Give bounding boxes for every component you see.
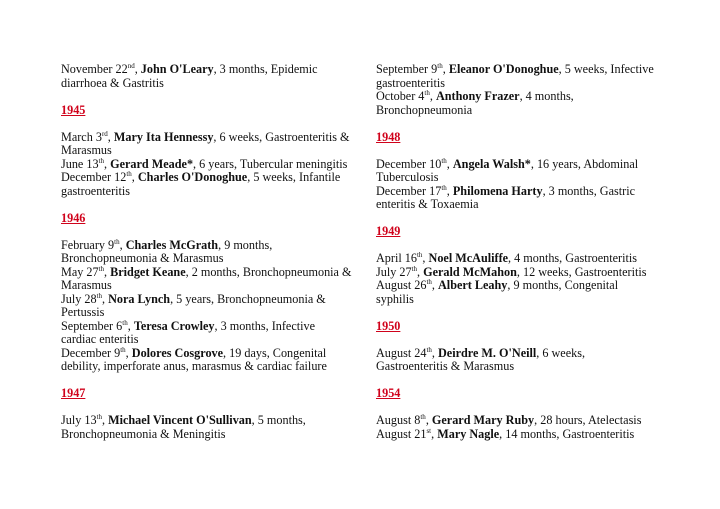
burial-entry: March 3rd, Mary Ita Hennessy, 6 weeks, Gastroenteritis & Marasmus [61, 129, 350, 157]
date-ordinal-suffix: th [126, 169, 132, 178]
year-heading: 1954 [376, 386, 401, 400]
entry-name: Anthony Frazer [435, 89, 520, 103]
burial-entry: June 13th, Gerard Meade*, 6 years, Tubercular meningitis [61, 156, 348, 171]
burial-entry: September 6th, Teresa Crowley, 3 months, Infective cardiac enteritis [61, 318, 316, 346]
entry-details: , 4 months, Gastroenteritis [508, 251, 638, 265]
burial-entry: December 12th, Charles O'Donoghue, 5 weeks, Infantile gastroenteritis [61, 169, 341, 198]
entry-name: Mary Ita Hennessy [113, 129, 214, 144]
year-heading: 1948 [376, 129, 401, 144]
entry-name: Nora Lynch [108, 291, 171, 306]
burial-entry: August 21st, Mary Nagle, 14 months, Gastroenteritis [376, 426, 635, 441]
entry-name: Teresa Crowley [133, 318, 215, 333]
entry-name: Noel McAuliffe [428, 251, 509, 265]
entry-name: Gerald McMahon [423, 264, 517, 279]
left-column [61, 63, 353, 441]
entry-details: , 28 hours, Atelectasis [534, 413, 642, 427]
burial-entry: February 9th, Charles McGrath, 9 months, Bronchopneumonia & Marasmus [61, 237, 273, 265]
date-ordinal-suffix: th [114, 237, 120, 246]
entry-name: Dolores Cosgrove [131, 345, 224, 360]
entry-details: , 2 months, Bronchopneumonia & Marasmus [61, 264, 352, 292]
entry-name: Mary Nagle [437, 426, 500, 441]
entry-date: August 8 [376, 413, 421, 427]
entry-name: Deirdre M. O'Neill [438, 345, 537, 360]
entry-name: Albert Leahy [438, 278, 508, 292]
entry-details: , 12 weeks, Gastroenteritis [516, 264, 647, 279]
date-ordinal-suffix: th [96, 291, 103, 300]
entry-details: , 5 years, Bronchopneumonia & Pertussis [61, 291, 326, 319]
entry-details: , 5 weeks, Infective gastroenteritis [376, 62, 654, 90]
burial-entry: August 26th, Albert Leahy, 9 months, Congenital syphilis [376, 277, 619, 306]
year-heading: 1949 [376, 224, 401, 238]
entry-date: May 27 [61, 264, 99, 279]
burial-entry: December 17th, Philomena Harty, 3 months, Gastric enteritis & Toxaemia [376, 183, 635, 211]
burial-entry: July 28th, Nora Lynch, 5 years, Bronchopneumonia & Pertussis [61, 291, 326, 319]
entry-name: Gerard Mary Ruby [431, 413, 535, 427]
entry-details: , 5 months, Bronchopneumonia & Meningitis [61, 413, 306, 441]
date-ordinal-suffix: th [441, 183, 447, 192]
entry-name: Angela Walsh* [452, 156, 531, 171]
entry-details: , 3 months, Gastric enteritis & Toxaemia [376, 183, 635, 211]
entry-details: , 5 weeks, Infantile gastroenteritis [61, 170, 341, 198]
burial-entry: April 16th, Noel McAuliffe, 4 months, Gastroenteritis [376, 250, 638, 265]
entry-details: , 14 months, Gastroenteritis [499, 426, 635, 441]
entry-date: March 3 [61, 129, 102, 144]
entry-date: June 13 [61, 156, 99, 171]
entry-date: August 21 [376, 426, 427, 441]
entry-details: , 6 weeks, Gastroenteritis & Marasmus [376, 345, 586, 373]
year-heading: 1947 [61, 386, 86, 400]
entry-name: Gerard Meade* [110, 156, 194, 171]
entry-date: October 4 [376, 89, 425, 103]
burial-entry: December 10th, Angela Walsh*, 16 years, Abdominal Tuberculosis [376, 156, 639, 184]
date-ordinal-suffix: th [411, 264, 418, 273]
entry-name: Charles McGrath [125, 237, 219, 252]
entry-details: , 16 years, Abdominal Tuberculosis [376, 156, 639, 184]
date-ordinal-suffix: th [98, 264, 105, 273]
date-ordinal-suffix: th [441, 156, 447, 165]
entry-date: November 22 [61, 62, 128, 76]
entry-date: July 27 [376, 264, 412, 279]
year-heading: 1946 [61, 210, 86, 225]
entry-date: December 17 [376, 183, 442, 198]
burial-entry: July 27th, Gerald McMahon, 12 weeks, Gastroenteritis [376, 264, 647, 279]
burial-entry: September 9th, Eleanor O'Donoghue, 5 weeks, Infective gastroenteritis [376, 61, 654, 90]
date-ordinal-suffix: th [96, 412, 103, 421]
entry-details: , 9 months, Bronchopneumonia & Marasmus [61, 237, 273, 265]
entry-details: , 4 months, Bronchopneumonia [376, 89, 574, 117]
entry-date: September 9 [376, 62, 438, 76]
burial-entry: October 4th, Anthony Frazer, 4 months, Bronchopneumonia [376, 88, 574, 117]
date-ordinal-suffix: nd [127, 61, 135, 70]
burial-entry: May 27th, Bridget Keane, 2 months, Bronchopneumonia & Marasmus [61, 264, 352, 292]
entry-date: February 9 [61, 237, 115, 252]
entry-name: Bridget Keane [110, 264, 186, 279]
date-ordinal-suffix: th [98, 156, 105, 165]
date-ordinal-suffix: th [122, 318, 128, 327]
right-column [376, 63, 658, 441]
entry-date: July 28 [61, 291, 97, 306]
entry-date: July 13 [61, 413, 97, 427]
date-ordinal-suffix: st [426, 426, 432, 435]
entry-date: September 6 [61, 318, 123, 333]
entry-name: Charles O'Donoghue [137, 170, 248, 184]
date-ordinal-suffix: th [426, 277, 432, 286]
entry-details: , 3 months, Epidemic diarrhoea & Gastritis [61, 62, 318, 90]
entry-date: December 12 [61, 170, 127, 184]
burial-entry: December 9th, Dolores Cosgrove, 19 days, Congenital debility, imperforate anus, marasmus & cardiac failure [61, 345, 327, 373]
entry-details: , 6 years, Tubercular meningitis [193, 156, 348, 171]
entry-date: April 16 [376, 251, 417, 265]
burial-entry: November 22nd, John O'Leary, 3 months, Epidemic diarrhoea & Gastritis [61, 61, 318, 90]
entry-name: Eleanor O'Donoghue [448, 62, 559, 76]
entry-date: August 26 [376, 278, 427, 292]
entry-name: John O'Leary [140, 62, 214, 76]
burial-entry: August 8th, Gerard Mary Ruby, 28 hours, Atelectasis [376, 412, 642, 427]
entry-details: , 6 weeks, Gastroenteritis & Marasmus [61, 129, 350, 157]
entry-details: , 19 days, Congenital debility, imperforate anus, marasmus & cardiac failure [61, 345, 327, 373]
entry-date: December 10 [376, 156, 442, 171]
entry-details: , 9 months, Congenital syphilis [376, 278, 619, 306]
date-ordinal-suffix: th [416, 250, 423, 259]
burial-entry: August 24th, Deirdre M. O'Neill, 6 weeks, Gastroenteritis & Marasmus [376, 345, 586, 373]
year-heading: 1945 [61, 102, 86, 117]
date-ordinal-suffix: th [437, 61, 443, 70]
date-ordinal-suffix: th [426, 345, 432, 354]
date-ordinal-suffix: th [120, 345, 126, 354]
entry-details: , 3 months, Infective cardiac enteritis [61, 318, 316, 346]
burial-entry: July 13th, Michael Vincent O'Sullivan, 5 months, Bronchopneumonia & Meningitis [61, 412, 306, 441]
year-heading: 1950 [376, 318, 401, 333]
entry-name: Philomena Harty [452, 183, 543, 198]
entry-date: December 9 [61, 345, 121, 360]
date-ordinal-suffix: rd [101, 129, 108, 138]
date-ordinal-suffix: th [424, 88, 430, 97]
date-ordinal-suffix: th [420, 412, 426, 421]
entry-name: Michael Vincent O'Sullivan [108, 413, 252, 427]
entry-date: August 24 [376, 345, 427, 360]
